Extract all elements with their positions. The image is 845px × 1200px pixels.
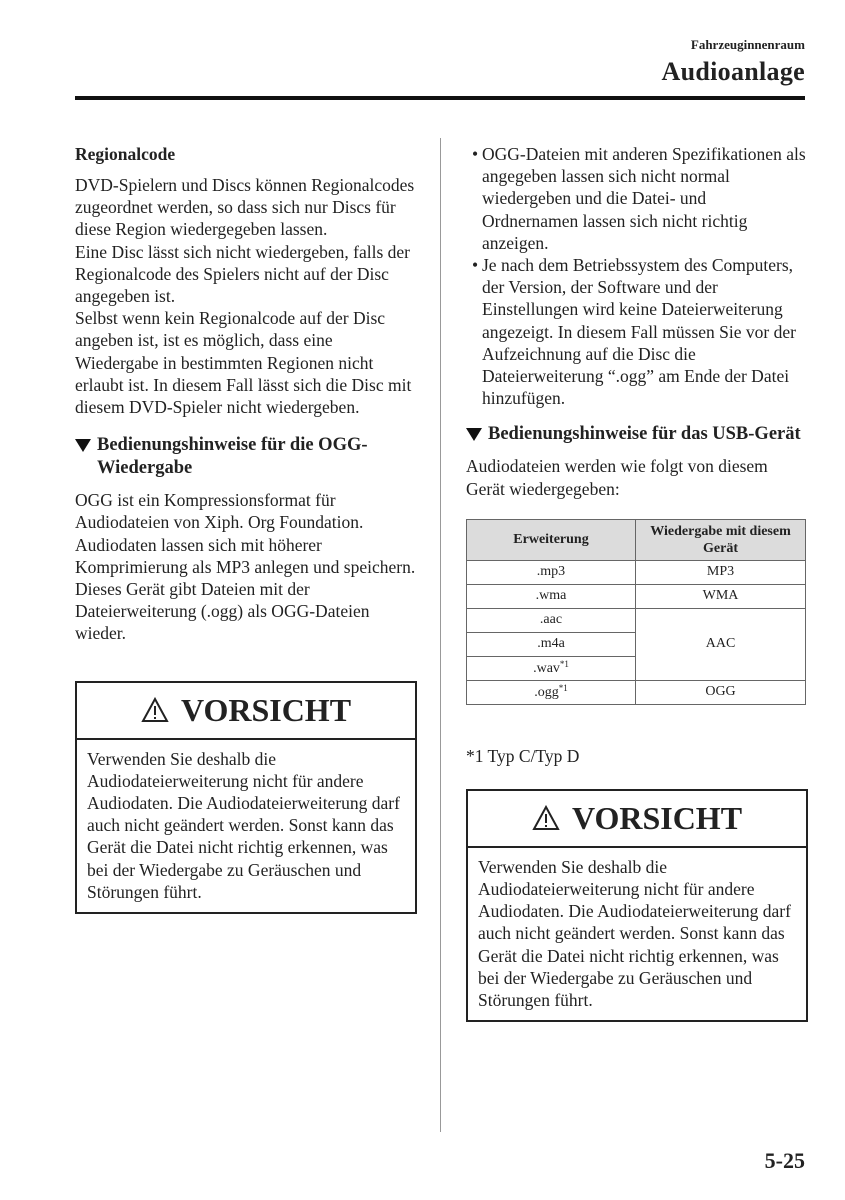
triangle-down-icon xyxy=(466,428,482,441)
warning-text: Verwenden Sie deshalb die Audiodateierweiterung nicht für andere Audiodaten. Die Audiodateierweiterung darf auch nicht geändert werden. Sonst kann das Gerät die Datei nicht richtig erkennen, was bei der Wiedergabe zu Geräuschen und Störungen führt. xyxy=(478,856,791,1011)
column-divider xyxy=(440,138,441,1132)
table-footnote: *1 Typ C/Typ D xyxy=(466,745,580,766)
regionalcode-text: DVD-Spielern und Discs können Regionalcodes zugeordnet werden, so dass sich nur Discs für diese Region wiedergegeben lassen. Eine Disc lässt sich nicht wiedergeben, falls der Regionalcode des Spielers nicht auf der Disc angegeben ist. Selbst wenn kein Regionalcode auf der Disc angeben ist, ist es möglich, dass eine Wiedergabe in bestimmten Regionen nicht erlaubt ist. In diesem Fall lässt sich die Disc mit diesem DVD-Spieler nicht wiedergeben. xyxy=(75,175,415,418)
warning-triangle-icon xyxy=(532,805,560,831)
playback-cell: OGG xyxy=(636,680,806,704)
usb-section-heading xyxy=(466,423,806,446)
ext-cell: .wma xyxy=(467,584,636,608)
ext-cell: .mp3 xyxy=(467,560,636,584)
ext-cell: .wav$^{*1}$ xyxy=(467,656,636,680)
warning-header xyxy=(468,791,806,848)
list-item: • Je nach dem Betriebssystem des Computers, der Version, der Software und der Einstellungen wird keine Dateierweiterung angezeigt. In diesem Fall müssen Sie vor der Aufzeichnung auf die Disc die Dateierweiterung “.ogg” am Ende der Datei hinzufügen. xyxy=(472,255,796,409)
ext-cell: .m4a xyxy=(467,632,636,656)
list-item: • OGG-Dateien mit anderen Spezifikationen als angegeben lassen sich nicht normal wiedergeben und die Datei- und Ordnernamen lassen sich nicht richtig anzeigen. xyxy=(472,144,806,253)
footnote-ref: *1 xyxy=(559,659,569,670)
table-row xyxy=(467,680,806,704)
ogg-notes-list xyxy=(466,143,806,409)
warning-box-right xyxy=(466,789,808,1022)
playback-cell: MP3 xyxy=(636,560,806,584)
table-row xyxy=(467,608,806,632)
warning-title: VORSICHT xyxy=(180,691,352,728)
bullet-text: OGG-Dateien mit anderen Spezifikationen als angegeben lassen sich nicht normal wiedergeben und die Datei- und Ordnernamen lassen sich nicht richtig anzeigen. xyxy=(482,144,806,253)
footnote-ref: *1 xyxy=(558,683,568,694)
ogg-heading-text: Bedienungshinweise für die OGG-Wiedergabe xyxy=(97,435,368,479)
page-title: Audioanlage xyxy=(661,57,805,86)
table-row xyxy=(467,584,806,608)
ogg-text: OGG ist ein Kompressionsformat für Audiodateien von Xiph. Org Foundation. Audiodaten lassen sich mit höherer Komprimierung als MP3 anlegen und speichern. Dieses Gerät gibt Dateien mit der Dateierweiterung (.ogg) als OGG-Dateien wieder. xyxy=(75,490,416,644)
ext-cell: .ogg$^{*1}$ xyxy=(467,680,636,704)
ext-cell: .aac xyxy=(467,608,636,632)
warning-title: VORSICHT xyxy=(571,799,743,836)
right-column xyxy=(466,143,806,1022)
header-section-label: Fahrzeuginnenraum xyxy=(690,37,805,52)
audio-format-table xyxy=(466,519,806,705)
bullet-text: Je nach dem Betriebssystem des Computers, der Version, der Software und der Einstellungen wird keine Dateierweiterung angezeigt. In diesem Fall müssen Sie vor der Aufzeichnung auf die Disc die Dateierweiterung “.ogg” am Ende der Datei hinzufügen. xyxy=(482,255,796,409)
warning-box-left xyxy=(75,681,417,914)
column-header-extension: Erweiterung xyxy=(467,519,636,560)
usb-text: Audiodateien werden wie folgt von diesem Gerät wiedergegeben: xyxy=(466,456,768,499)
left-column xyxy=(75,143,420,914)
warning-text: Verwenden Sie deshalb die Audiodateierweiterung nicht für andere Audiodaten. Die Audiodateierweiterung darf auch nicht geändert werden. Sonst kann das Gerät die Datei nicht richtig erkennen, was bei der Wiedergabe zu Geräuschen und Störungen führt. xyxy=(87,748,400,902)
page-number: 5-25 xyxy=(764,1148,805,1173)
triangle-down-icon xyxy=(75,439,91,452)
column-header-playback: Wiedergabe mit diesem Gerät xyxy=(636,519,806,560)
table-row xyxy=(467,560,806,584)
warning-header xyxy=(77,683,415,740)
warning-triangle-icon xyxy=(141,697,169,723)
regionalcode-heading: Regionalcode xyxy=(75,144,176,164)
playback-cell: AAC xyxy=(636,608,806,680)
usb-heading-text: Bedienungshinweise für das USB-Gerät xyxy=(488,424,801,445)
ogg-section-heading xyxy=(75,434,420,480)
playback-cell: WMA xyxy=(636,584,806,608)
table-header-row xyxy=(467,519,806,560)
header-rule xyxy=(75,96,805,100)
